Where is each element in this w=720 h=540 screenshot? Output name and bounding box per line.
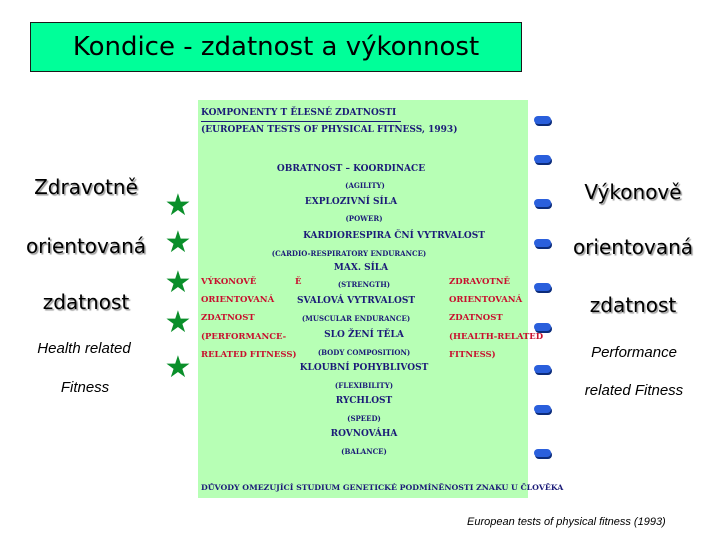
panel-footer: DŮVODY OMEZUJÍCÍ STUDIUM GENETICKÉ PODMÍNĚNOSTI ZNAKU U ČLOVĚKA <box>201 483 564 492</box>
bullet-pill-icon <box>534 116 551 124</box>
component-agility-en: (AGILITY) <box>345 181 385 190</box>
component-cardio-en: (CARDIO-RESPIRATORY ENDURANCE) <box>271 249 427 258</box>
star-icon: ★ <box>164 305 192 340</box>
component-power: EXPLOZIVNÍ SÍLA <box>304 197 398 207</box>
right-label-line1: Výkonově <box>584 180 682 204</box>
left-col-line5: RELATED FITNESS) <box>201 350 297 360</box>
left-label-line2: orientovaná <box>25 234 147 258</box>
right-col-line1: ZDRAVOTNĚ <box>449 277 511 287</box>
left-col-line3: ZDATNOST <box>201 313 255 323</box>
bullet-pill-icon <box>534 449 551 457</box>
component-flexibility-en: (FLEXIBILITY) <box>334 381 394 390</box>
bullet-pill-icon <box>534 155 551 163</box>
panel-header-source: (EUROPEAN TESTS OF PHYSICAL FITNESS, 1993) <box>201 125 458 135</box>
bullet-pill-icon <box>534 199 551 207</box>
component-muscular-endurance-en: (MUSCULAR ENDURANCE) <box>301 314 411 323</box>
component-balance-en: (BALANCE) <box>341 447 387 456</box>
bullet-pill-icon <box>534 283 551 291</box>
left-col-line2: ORIENTOVANÁ <box>201 295 275 305</box>
page-title: Kondice - zdatnost a výkonnost <box>72 32 480 62</box>
left-col-extra: Ě <box>295 277 302 287</box>
source-caption: European tests of physical fitness (1993) <box>467 516 666 528</box>
bullet-pill-icon <box>534 365 551 373</box>
left-label-line3: zdatnost <box>42 290 130 314</box>
component-cardio: KARDIORESPIRA ČNÍ VYTRVALOST <box>303 231 485 241</box>
component-speed-en: (SPEED) <box>347 414 381 423</box>
right-label-line5: related Fitness <box>584 382 684 399</box>
right-col-line5: FITNESS) <box>449 350 496 360</box>
star-icon: ★ <box>164 265 192 300</box>
component-body-composition: SLO ŽENÍ TĚLA <box>324 330 404 340</box>
component-agility: OBRATNOST – KOORDINACE <box>276 164 426 174</box>
component-strength: MAX. SÍLA <box>333 263 389 273</box>
component-body-composition-en: (BODY COMPOSITION) <box>317 348 411 357</box>
right-label-line2: orientovaná <box>572 235 694 259</box>
component-muscular-endurance: SVALOVÁ VYTRVALOST <box>296 296 416 306</box>
bullet-pill-icon <box>534 239 551 247</box>
left-label-line5: Fitness <box>60 379 110 396</box>
panel-header-title: KOMPONENTY T ĚLESNÉ ZDATNOSTI <box>201 108 397 118</box>
right-col-line2: ORIENTOVANÁ <box>449 295 523 305</box>
right-label-line4: Performance <box>591 344 677 361</box>
title-box <box>30 22 522 72</box>
right-col-line3: ZDATNOST <box>449 313 503 323</box>
header-underline <box>201 121 401 122</box>
right-label-line3: zdatnost <box>589 293 677 317</box>
component-speed: RYCHLOST <box>335 396 393 406</box>
component-power-en: (POWER) <box>345 214 383 223</box>
star-icon: ★ <box>164 225 192 260</box>
left-col-line1: VÝKONOVĚ <box>201 277 257 287</box>
left-label-line1: Zdravotně <box>34 175 138 199</box>
right-col-line4: (HEALTH-RELATED <box>449 332 544 342</box>
bullet-pill-icon <box>534 405 551 413</box>
left-col-line4: (PERFORMANCE- <box>201 332 287 342</box>
bullet-pill-icon <box>534 323 551 331</box>
fitness-components-panel <box>198 100 564 498</box>
component-balance: ROVNOVÁHA <box>330 429 398 439</box>
star-icon: ★ <box>164 350 192 385</box>
component-flexibility: KLOUBNÍ POHYBLIVOST <box>299 363 429 373</box>
star-icon: ★ <box>164 188 192 223</box>
component-strength-en: (STRENGTH) <box>337 280 391 289</box>
left-label-line4: Health related <box>37 340 131 357</box>
